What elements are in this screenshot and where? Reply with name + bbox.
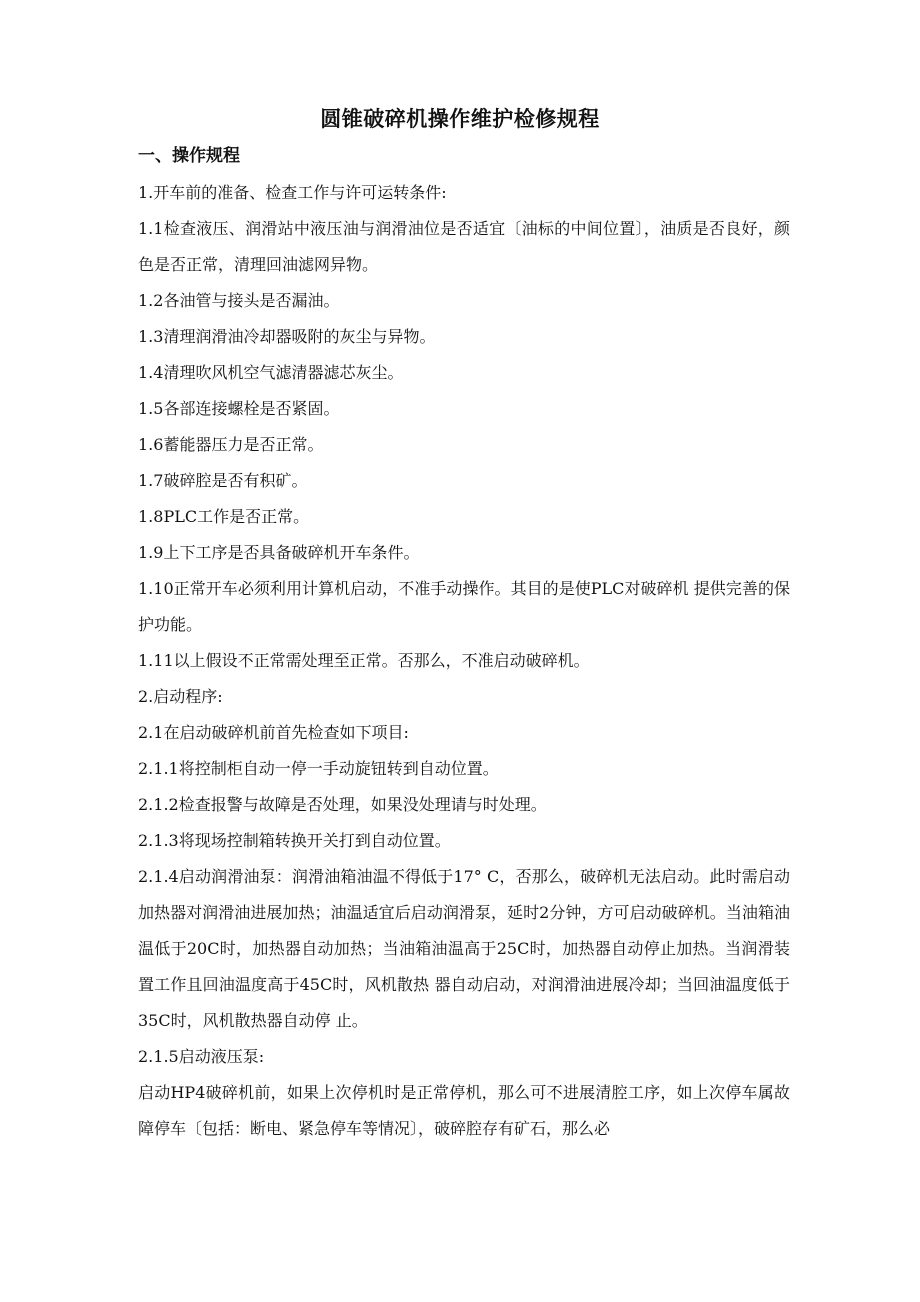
paragraph: 1.开车前的准备、检查工作与许可运转条件: — [138, 183, 447, 202]
paragraph: 1.4清理吹风机空气滤清器滤芯灰尘。 — [138, 363, 404, 382]
paragraph: 1.9上下工序是否具备破碎机开车条件。 — [138, 543, 420, 562]
paragraph: 1.3清理润滑油冷却器吸附的灰尘与异物。 — [138, 327, 436, 346]
section-heading: 一、操作规程 — [138, 146, 240, 166]
paragraph: 1.11以上假设不正常需处理至正常。否那么，不准启动破碎机。 — [138, 651, 590, 670]
paragraph: 1.8PLC工作是否正常。 — [138, 507, 310, 526]
paragraph: 2.1.4启动润滑油泵：润滑油箱油温不得低于17° C，否那么，破碎机无法启动。此时需启动加热器对润滑油进展加热；油温适宜后启动润滑泵，延时2分钟，方可启动破碎机。当油箱油温低于20C时，加热器自动加热；当油箱油温高于25C时，加热器自动停止加热。当润滑装置工作且回油温度高于45C时，风机散热 器自动启动，对润滑油进展冷却；当回油温度低于35C时，风机散热器自动停 止。 — [138, 867, 790, 1030]
paragraph: 1.5各部连接螺栓是否紧固。 — [138, 399, 340, 418]
paragraph: 1.7破碎腔是否有积矿。 — [138, 471, 308, 490]
paragraph: 启动HP4破碎机前，如果上次停机时是正常停机，那么可不进展清腔工序，如上次停车属故障停车〔包括：断电、紧急停车等情况〕，破碎腔存有矿石，那么必 — [138, 1083, 790, 1138]
paragraph: 2.1.2检查报警与故障是否处理，如果没处理请与时处理。 — [138, 795, 547, 814]
paragraph: 1.6蓄能器压力是否正常。 — [138, 435, 324, 454]
paragraph: 2.1.1将控制柜自动一停一手动旋钮转到自动位置。 — [138, 759, 499, 778]
paragraph: 2.1.3将现场控制箱转换开关打到自动位置。 — [138, 831, 451, 850]
document-title: 圆锥破碎机操作维护检修规程 — [320, 106, 600, 131]
paragraph: 1.1检查液压、润滑站中液压油与润滑油位是否适宜〔油标的中间位置〕，油质是否良好，颜色是否正常，清理回油滤网异物。 — [138, 219, 790, 274]
paragraph: 2.1在启动破碎机前首先检查如下项目: — [138, 723, 409, 742]
paragraph: 2.1.5启动液压泵: — [138, 1047, 265, 1066]
paragraph: 1.2各油管与接头是否漏油。 — [138, 291, 340, 310]
document-body — [138, 175, 790, 1147]
paragraph: 2.启动程序: — [138, 687, 223, 706]
paragraph: 1.10正常开车必须利用计算机启动，不准手动操作。其目的是使PLC对破碎机 提供完善的保护功能。 — [138, 579, 790, 634]
